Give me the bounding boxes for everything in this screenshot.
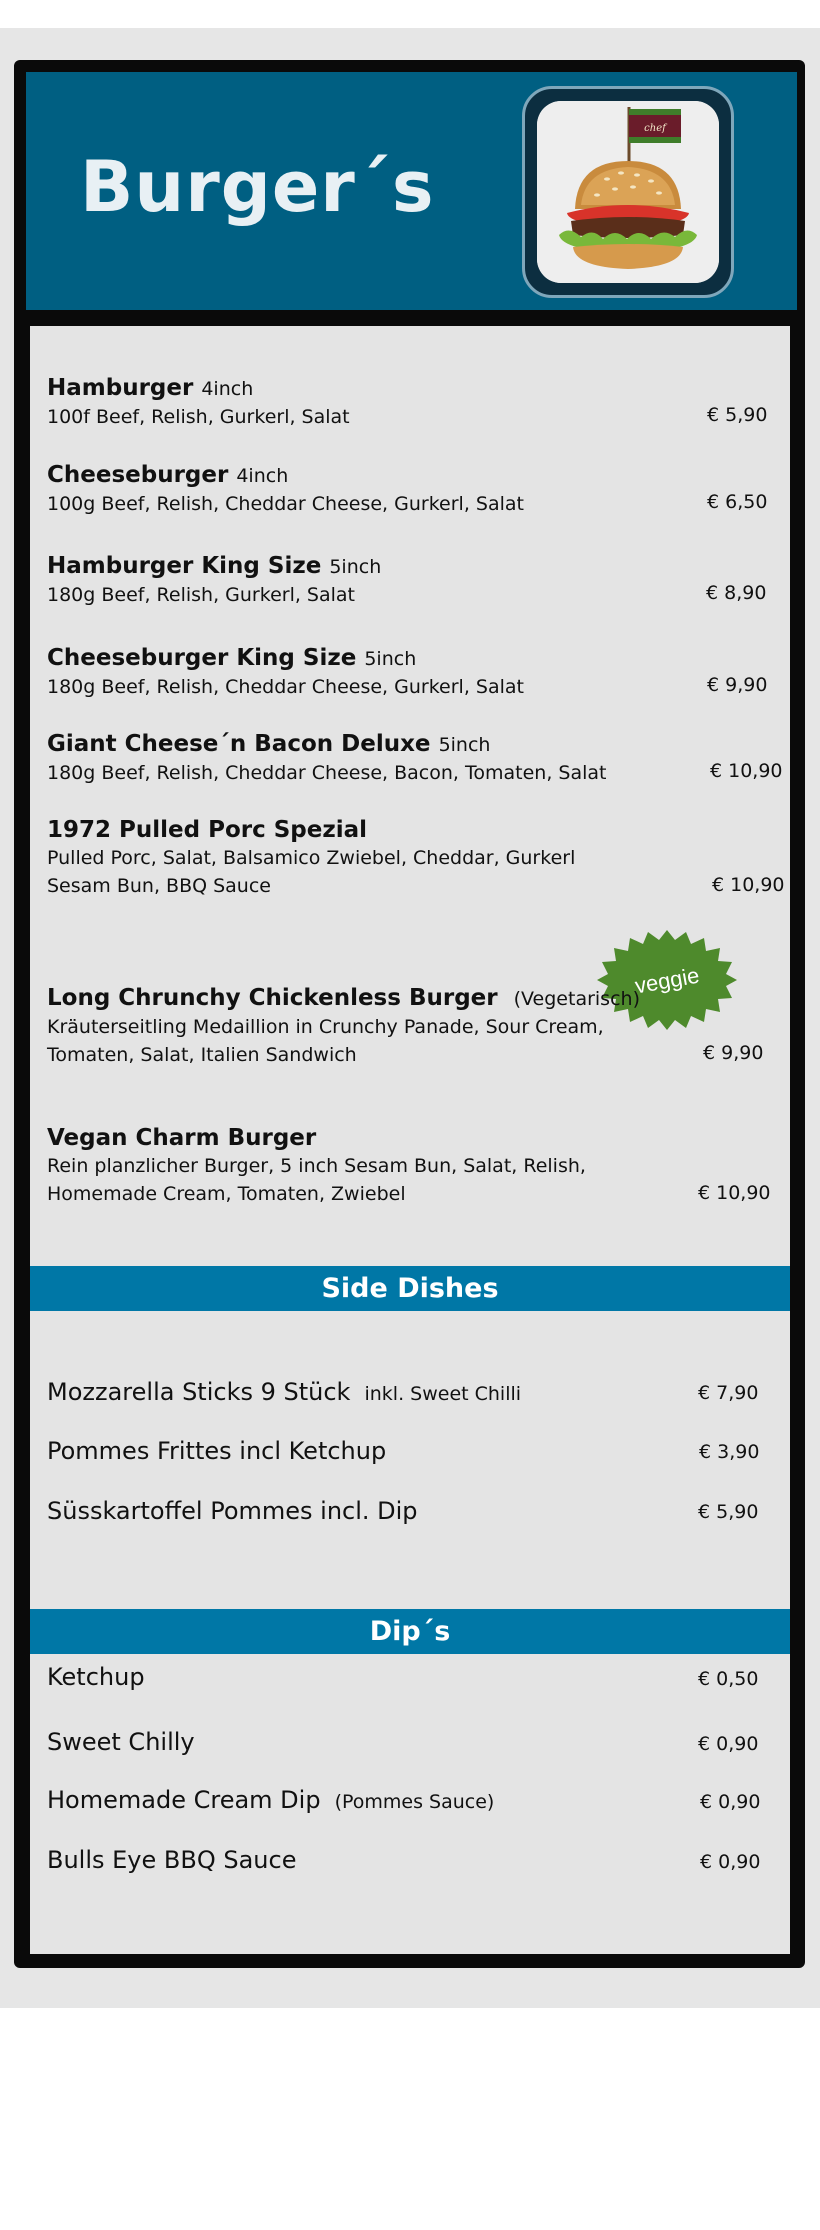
item-price: € 8,90 xyxy=(706,582,767,604)
item-note: (Pommes Sauce) xyxy=(334,1791,495,1813)
item-description: Homemade Cream, Tomaten, Zwiebel xyxy=(47,1183,406,1205)
item-description: Pulled Porc, Salat, Balsamico Zwiebel, Cheddar, Gurkerl xyxy=(47,847,576,869)
item-description: 180g Beef, Relish, Cheddar Cheese, Bacon, Tomaten, Salat xyxy=(47,762,607,784)
burger-logo xyxy=(522,86,734,298)
side-item-suesskartoffel xyxy=(47,1497,418,1525)
item-description: Kräuterseitling Medaillion in Crunchy Panade, Sour Cream, xyxy=(47,1016,604,1038)
item-price: € 6,50 xyxy=(707,491,768,513)
menu-title: Burger´s xyxy=(80,146,435,228)
menu-item-chickenless xyxy=(47,984,640,1069)
item-name: Cheeseburger xyxy=(47,462,229,488)
veggie-label: veggie xyxy=(632,962,702,999)
item-description: 100f Beef, Relish, Gurkerl, Salat xyxy=(47,406,350,428)
dips-heading: Dip´s xyxy=(30,1609,790,1654)
item-price: € 5,90 xyxy=(698,1501,759,1523)
side-item-pommes xyxy=(47,1437,386,1465)
item-price: € 0,90 xyxy=(700,1851,761,1873)
item-name: Hamburger King Size xyxy=(47,553,322,579)
item-name: Homemade Cream Dip xyxy=(47,1786,321,1814)
item-name: Hamburger xyxy=(47,375,194,401)
item-name: Süsskartoffel Pommes incl. Dip xyxy=(47,1497,418,1525)
item-price: € 3,90 xyxy=(699,1441,760,1463)
item-name: Mozzarella Sticks 9 Stück xyxy=(47,1378,351,1406)
item-size: 4inch xyxy=(236,465,289,487)
item-price: € 7,90 xyxy=(698,1382,759,1404)
menu-item-giant-cheese-bacon xyxy=(47,730,607,787)
menu-item-vegan-charm xyxy=(47,1124,586,1208)
item-price: € 10,90 xyxy=(712,874,785,896)
item-description: 180g Beef, Relish, Gurkerl, Salat xyxy=(47,584,355,606)
item-description: 100g Beef, Relish, Cheddar Cheese, Gurkerl, Salat xyxy=(47,493,524,515)
item-price: € 10,90 xyxy=(698,1182,771,1204)
item-name: Sweet Chilly xyxy=(47,1728,195,1756)
item-note: inkl. Sweet Chilli xyxy=(364,1383,522,1405)
menu-item-pulled-porc xyxy=(47,816,575,900)
dip-item-bbq-sauce xyxy=(47,1846,296,1874)
item-size: 5inch xyxy=(364,648,417,670)
item-price: € 9,90 xyxy=(707,674,768,696)
menu-item-hamburger xyxy=(47,374,350,431)
item-price: € 0,90 xyxy=(698,1733,759,1755)
item-price: € 0,50 xyxy=(698,1668,759,1690)
item-description: 180g Beef, Relish, Cheddar Cheese, Gurkerl, Salat xyxy=(47,676,524,698)
burger-image xyxy=(537,101,719,283)
item-description: Tomaten, Salat, Italien Sandwich xyxy=(47,1044,357,1066)
item-price: € 9,90 xyxy=(703,1042,764,1064)
item-name: Bulls Eye BBQ Sauce xyxy=(47,1846,297,1874)
item-name: Long Chrunchy Chickenless Burger xyxy=(47,985,498,1011)
item-name: Cheeseburger King Size xyxy=(47,645,357,671)
dip-item-sweet-chilly xyxy=(47,1728,195,1756)
item-price: € 10,90 xyxy=(710,760,783,782)
item-size: 5inch xyxy=(329,556,382,578)
item-size: 4inch xyxy=(201,378,254,400)
item-name: Ketchup xyxy=(47,1663,145,1691)
side-item-mozzarella xyxy=(47,1378,521,1406)
item-name: Giant Cheese´n Bacon Deluxe xyxy=(47,731,431,757)
dip-item-homemade-cream xyxy=(47,1786,494,1814)
item-name: Vegan Charm Burger xyxy=(47,1125,317,1151)
item-name: 1972 Pulled Porc Spezial xyxy=(47,817,368,843)
menu-item-cheeseburger xyxy=(47,461,524,518)
side-dishes-heading: Side Dishes xyxy=(30,1266,790,1311)
item-size: (Vegetarisch) xyxy=(513,988,640,1010)
item-price: € 5,90 xyxy=(707,404,768,426)
menu-item-hamburger-king-size xyxy=(47,552,381,609)
logo-text: chef xyxy=(644,123,666,134)
item-name: Pommes Frittes incl Ketchup xyxy=(47,1437,387,1465)
item-description: Rein planzlicher Burger, 5 inch Sesam Bun, Salat, Relish, xyxy=(47,1155,586,1177)
item-price: € 0,90 xyxy=(700,1791,761,1813)
burger-icon xyxy=(537,101,719,283)
menu-item-cheeseburger-king-size xyxy=(47,644,524,701)
dip-item-ketchup xyxy=(47,1663,145,1691)
item-description: Sesam Bun, BBQ Sauce xyxy=(47,875,271,897)
item-size: 5inch xyxy=(438,734,491,756)
